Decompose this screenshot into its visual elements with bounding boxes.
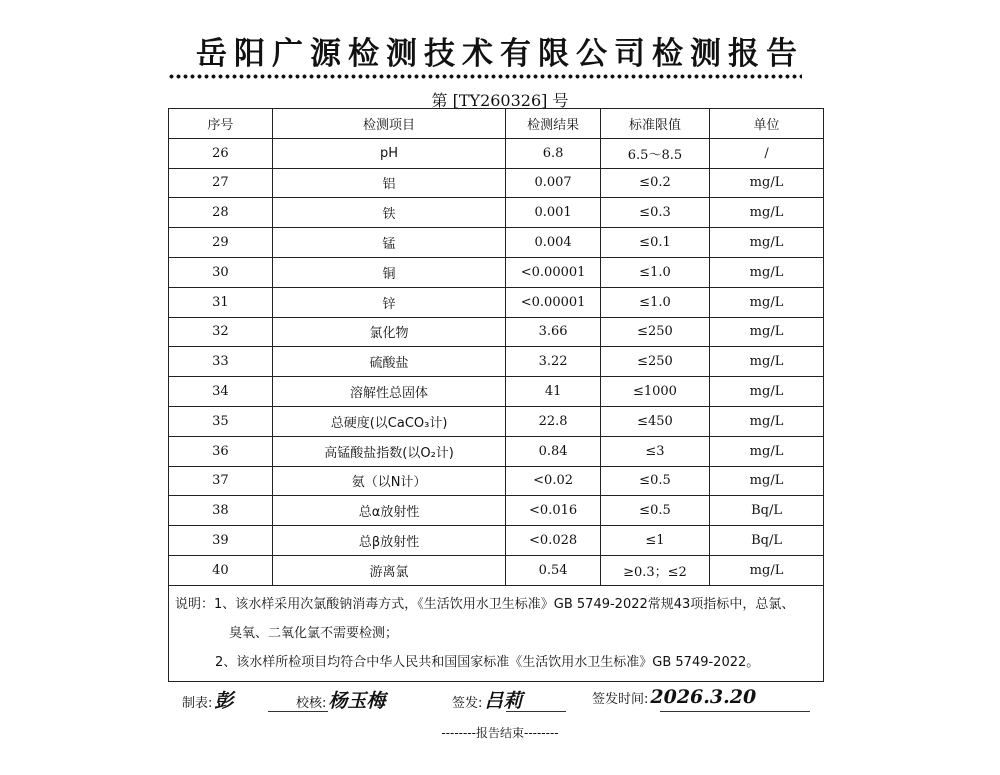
cell-no: 38 <box>169 496 273 526</box>
table-row <box>169 287 824 317</box>
table-row <box>169 257 824 287</box>
cell-no: 27 <box>169 168 273 198</box>
cell-item: 铁 <box>272 198 505 228</box>
checked-signature: 杨玉梅 <box>328 690 386 712</box>
signature-underline <box>506 711 566 712</box>
cell-item: 铝 <box>272 168 505 198</box>
table-row <box>169 406 824 436</box>
cell-limit: ≤0.5 <box>600 466 709 496</box>
notes-cell <box>169 585 824 681</box>
table-row <box>169 138 824 168</box>
cell-limit: ≤0.3 <box>600 198 709 228</box>
cell-no: 28 <box>169 198 273 228</box>
cell-limit: ≤0.2 <box>600 168 709 198</box>
cell-result: <0.028 <box>506 526 601 556</box>
column-header-no: 序号 <box>169 109 273 139</box>
results-table <box>168 108 824 682</box>
cell-item: 总β放射性 <box>272 526 505 556</box>
cell-item: 锌 <box>272 287 505 317</box>
table-row <box>169 377 824 407</box>
cell-item: 高锰酸盐指数(以O₂计) <box>272 436 505 466</box>
table-row <box>169 555 824 585</box>
cell-unit: mg/L <box>710 436 824 466</box>
cell-unit: Bq/L <box>710 526 824 556</box>
table-row <box>169 466 824 496</box>
cell-no: 39 <box>169 526 273 556</box>
table-row <box>169 526 824 556</box>
cell-unit: mg/L <box>710 377 824 407</box>
cell-item: 总硬度(以CaCO₃计) <box>272 406 505 436</box>
cell-result: <0.016 <box>506 496 601 526</box>
cell-no: 37 <box>169 466 273 496</box>
cell-no: 33 <box>169 347 273 377</box>
approved-label: 签发: <box>452 696 483 711</box>
signature-underline <box>268 711 328 712</box>
cell-unit: mg/L <box>710 466 824 496</box>
issue-date-value: 2026.3.20 <box>650 686 757 708</box>
cell-limit: ≤3 <box>600 436 709 466</box>
cell-item: 锰 <box>272 228 505 258</box>
cell-item: 溶解性总固体 <box>272 377 505 407</box>
cell-no: 29 <box>169 228 273 258</box>
cell-limit: ≥0.3；≤2 <box>600 555 709 585</box>
cell-no: 36 <box>169 436 273 466</box>
cell-result: 0.001 <box>506 198 601 228</box>
cell-limit: ≤0.5 <box>600 496 709 526</box>
cell-limit: ≤1000 <box>600 377 709 407</box>
cell-no: 35 <box>169 406 273 436</box>
table-row <box>169 228 824 258</box>
cell-unit: mg/L <box>710 168 824 198</box>
table-row <box>169 198 824 228</box>
column-header-unit: 单位 <box>710 109 824 139</box>
report-number: 第 [TY260326] 号 <box>431 91 569 110</box>
cell-unit: mg/L <box>710 555 824 585</box>
cell-item: 铜 <box>272 257 505 287</box>
cell-item: 氯化物 <box>272 317 505 347</box>
cell-limit: ≤250 <box>600 347 709 377</box>
cell-result: 0.84 <box>506 436 601 466</box>
note-line-1: 1、该水样采用次氯酸钠消毒方式，《生活饮用水卫生标准》GB 5749-2022常规43项指标中，总氯、 <box>214 596 795 612</box>
table-body <box>169 138 824 585</box>
cell-unit: mg/L <box>710 317 824 347</box>
cell-unit: Bq/L <box>710 496 824 526</box>
column-header-limit: 标准限值 <box>600 109 709 139</box>
cell-result: 0.007 <box>506 168 601 198</box>
cell-result: 0.54 <box>506 555 601 585</box>
issue-date <box>592 686 756 708</box>
approved-by <box>452 686 522 713</box>
report-end-marker: --------报告结束-------- <box>441 726 559 740</box>
table-row <box>169 347 824 377</box>
cell-no: 34 <box>169 377 273 407</box>
column-header-item: 检测项目 <box>272 109 505 139</box>
cell-unit: mg/L <box>710 406 824 436</box>
cell-result: 3.22 <box>506 347 601 377</box>
cell-unit: mg/L <box>710 287 824 317</box>
notes-label: 说明： <box>175 596 215 612</box>
report-title: 岳阳广源检测技术有限公司检测报告 <box>196 36 804 72</box>
cell-limit: ≤450 <box>600 406 709 436</box>
table-row <box>169 496 824 526</box>
cell-result: 6.8 <box>506 138 601 168</box>
cell-unit: mg/L <box>710 198 824 228</box>
cell-no: 30 <box>169 257 273 287</box>
cell-result: <0.00001 <box>506 257 601 287</box>
signature-underline <box>660 711 810 712</box>
note-line-1-continued: 臭氧、二氧化氯不需要检测； <box>229 625 399 641</box>
checked-by <box>296 686 385 713</box>
prepared-by <box>182 686 233 713</box>
cell-unit: / <box>710 138 824 168</box>
approved-signature: 吕莉 <box>484 690 523 712</box>
note-line-2: 2、该水样所检项目均符合中华人民共和国国家标准《生活饮用水卫生标准》GB 5749-2022。 <box>215 654 760 670</box>
cell-limit: ≤1.0 <box>600 287 709 317</box>
notes-row <box>169 585 824 681</box>
cell-no: 26 <box>169 138 273 168</box>
cell-item: 硫酸盐 <box>272 347 505 377</box>
cell-limit: ≤1 <box>600 526 709 556</box>
dotted-divider <box>168 74 802 79</box>
cell-result: 22.8 <box>506 406 601 436</box>
cell-item: 游离氯 <box>272 555 505 585</box>
table-header-row <box>169 109 824 139</box>
cell-result: 41 <box>506 377 601 407</box>
cell-result: <0.02 <box>506 466 601 496</box>
checked-label: 校核: <box>296 696 327 711</box>
table-row <box>169 317 824 347</box>
cell-item: pH <box>272 138 505 168</box>
table-row <box>169 436 824 466</box>
table-row <box>169 168 824 198</box>
cell-item: 总α放射性 <box>272 496 505 526</box>
cell-unit: mg/L <box>710 347 824 377</box>
prepared-signature: 彭 <box>214 690 234 712</box>
cell-result: <0.00001 <box>506 287 601 317</box>
cell-result: 0.004 <box>506 228 601 258</box>
cell-result: 3.66 <box>506 317 601 347</box>
issue-date-label: 签发时间: <box>592 692 649 707</box>
cell-item: 氨（以N计） <box>272 466 505 496</box>
cell-no: 31 <box>169 287 273 317</box>
cell-limit: ≤250 <box>600 317 709 347</box>
cell-limit: ≤1.0 <box>600 257 709 287</box>
cell-unit: mg/L <box>710 228 824 258</box>
prepared-label: 制表: <box>182 696 213 711</box>
cell-limit: 6.5～8.5 <box>600 138 709 168</box>
cell-unit: mg/L <box>710 257 824 287</box>
cell-limit: ≤0.1 <box>600 228 709 258</box>
column-header-result: 检测结果 <box>506 109 601 139</box>
cell-no: 40 <box>169 555 273 585</box>
cell-no: 32 <box>169 317 273 347</box>
